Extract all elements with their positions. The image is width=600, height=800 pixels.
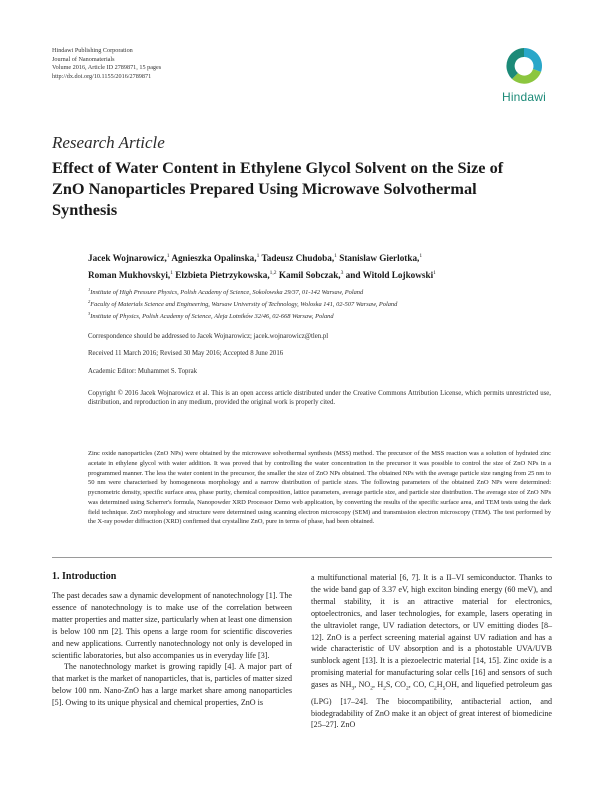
author: Stanislaw Gierlotka,$^1$ [339,253,423,264]
author: and Witold Lojkowski$^1$ [345,270,436,281]
hindawi-logo [494,44,554,106]
right-column [311,572,552,731]
divider [52,557,552,558]
paragraph: The past decades saw a dynamic development of nanotechnology [1]. The essence of nanotechnology is to make use of the correlation between matter properties and matter size, particularly when at least one dimension is below 100 nm [2]. This opens a large room for scientific discoveries and new applications. Currently nanotechnology not only is developed in scientific laboratories, but also accompanies us in everyday life [3]. [52,591,292,660]
author-list [88,249,558,283]
author: Roman Mukhovskyi,$^1$ [88,270,173,281]
publisher-name: Hindawi Publishing Corporation [52,47,133,54]
affiliation: $^3$Institute of Physics, Polish Academy of Science, Aleja Lotników 32/46, 02-668 Warsaw, Poland [88,311,334,321]
article-type: Research Article [52,133,165,152]
correspondence: Correspondence should be addressed to Jacek Wojnarowicz; jacek.wojnarowicz@tlen.pl [88,333,329,340]
author: Agnieszka Opalinska,$^1$ [171,253,260,264]
logo-text: Hindawi [501,90,547,104]
copyright-notice: Copyright © 2016 Jacek Wojnarowicz et al. This is an open access article distributed under the Creative Commons Attribution License, which permits unrestricted use, distribution, and reproduction in any medium, provided the original work is properly cited. [88,390,551,407]
journal-name: Journal of Nanomaterials [52,55,115,63]
author: Elzbieta Pietrzykowska,$^{1,2}$ [175,270,277,281]
author: Jacek Wojnarowicz,$^1$ [88,253,170,264]
paragraph: a multifunctional material [6, 7]. It is a II–VI semiconductor. Thanks to the wide band gap of 3.37 eV, high exciton binding energy (60 meV), and thermal stability, it is an attractive material for electronics, optoelectronics, and laser technologies, for example, lasers operating in the ultraviolet range, UV radiation detectors, or UV emitting diodes [8–12]. ZnO is a perfect screening material against UV radiation and has a wide characteristic of UV absorption and is a photostable UVA/UVB sunblock agent [13]. It is a piezoelectric material [14, 15]. Zinc oxide is a promising material for manufacturing solar cells [16] and sensors of such gases as $NH_3$, $NO_2$, $H_2S$, $CO_2$, CO, $C_2H_5OH$, and liquefied petroleum gas (LPG) [17–24]. The biocompatibility, antibacterial action, and biodegradability of ZnO make it an object of great interest of biomedicine [25–27]. ZnO [311,573,552,730]
author: Tadeusz Chudoba,$^1$ [261,253,337,264]
abstract: Zinc oxide nanoparticles (ZnO NPs) were obtained by the microwave solvothermal synthesis (MSS) method. The precursor of the MSS reaction was a solution of hydrated zinc acetate in ethylene glycol with water addition. It was proved that by controlling the water concentration in the precursor it was possible to control the size of ZnO NPs in a programmed manner. The less the water content in the precursor, the smaller the size of ZnO NPs obtained. The obtained NPs with the average particle size ranging from 25 nm to 50 nm were characterised by homogeneous morphology and a narrow distribution of particle sizes. The following parameters of the obtained ZnO NPs were determined: pycnometric density, specific surface area, phase purity, chemical composition, lattice parameters, average particle size, and particle size distribution. The average size of ZnO NPs was determined using Scherrer's formula, Nanopowder XRD Processor Demo web application, by converting the results of the specific surface area, and TEM tests using the dark field technique. ZnO morphology and structure were determined using scanning electron microscopy (SEM) and transmission electron microscopy (TEM). The test performed by the X-ray powder diffraction (XRD) confirmed that crystalline ZnO, pure in terms of phase, had been obtained. [88,450,551,526]
article-dates: Received 11 March 2016; Revised 30 May 2016; Accepted 8 June 2016 [88,350,284,357]
affiliation: $^2$Faculty of Materials Science and Engineering, Warsaw University of Technology, Woloska 141, 02-507 Warsaw, Poland [88,299,398,309]
doi-link[interactable]: http://dx.doi.org/10.1155/2016/2789871 [52,72,152,80]
author: Kamil Sobczak,$^3$ [278,270,344,281]
academic-editor: Academic Editor: Muhammet S. Toprak [88,368,198,375]
paper-title: Effect of Water Content in Ethylene Glycol Solvent on the Size of ZnO Nanoparticles Prepared Using Microwave Solvothermal Synthesis [52,158,504,219]
left-column [52,590,292,709]
hindawi-logo-icon [494,44,554,90]
affiliation: $^1$Institute of High Pressure Physics, Polish Academy of Science, Sokolowska 29/37, 01-142 Warsaw, Poland [88,287,364,297]
paragraph: The nanotechnology market is growing rapidly [4]. A major part of that market is the market of nanoparticles, that is, particles of matter sized below 100 nm. Nano-ZnO has a large market share among nanoparticles [5]. Owing to its unique physical and chemical properties, ZnO is [52,662,292,708]
journal-meta [52,47,161,81]
volume-info: Volume 2016, Article ID 2789871, 15 pages [52,64,162,72]
section-heading: 1. Introduction [52,571,117,582]
